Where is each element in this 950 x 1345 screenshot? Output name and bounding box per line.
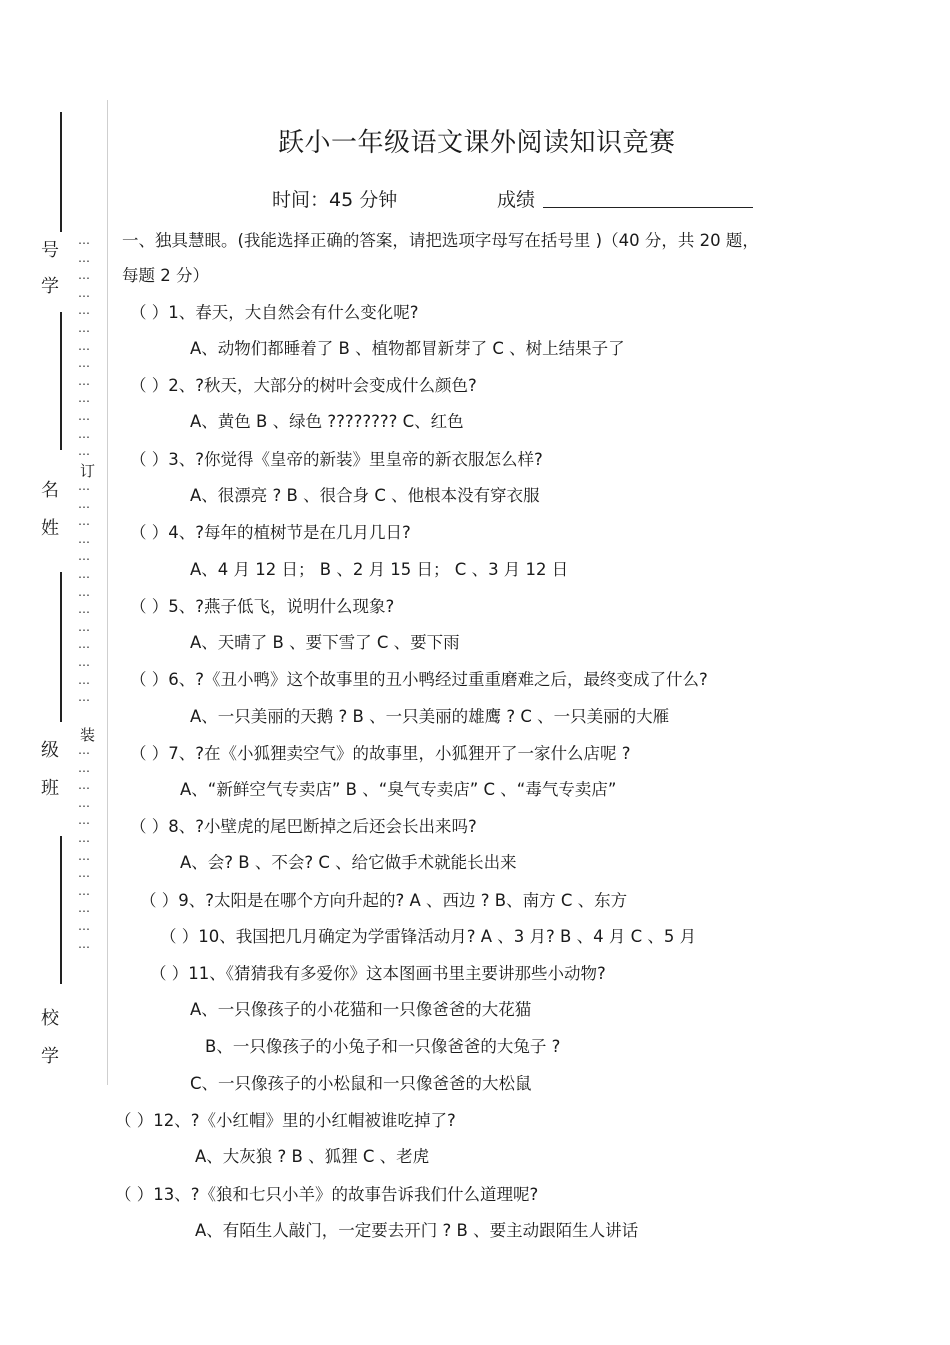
question-12: （ ）12、?《小红帽》里的小红帽被谁吃掉了? (115, 1111, 456, 1130)
answer-11a: A、一只像孩子的小花猫和一只像爸爸的大花猫 (190, 1000, 532, 1019)
binding-line-top (60, 112, 62, 232)
binding-line-3 (60, 572, 62, 722)
question-7: （ ）7、?在《小狐狸卖空气》的故事里，小狐狸开了一家什么店呢 ? (130, 744, 631, 763)
question-1: （ ）1、春天，大自然会有什么变化呢? (130, 303, 419, 322)
binding-dots-bottom: … … … … … … … … … … … … (78, 743, 89, 951)
margin-label-xue: 学 (41, 276, 59, 297)
question-2: （ ）2、?秋天，大部分的树叶会变成什么颜色? (130, 376, 477, 395)
score-label: 成绩 (497, 189, 536, 211)
margin-label-xiao: 校 (41, 1008, 59, 1029)
margin-label-hao: 号 (41, 240, 59, 261)
time-label: 时间：45 分钟 (272, 189, 398, 211)
answer-4: A、4 月 12 日； B 、2 月 15 日； C 、3 月 12 日 (190, 560, 569, 579)
margin-label-ban: 班 (41, 778, 59, 799)
question-4: （ ）4、?每年的植树节是在几月几日? (130, 523, 411, 542)
margin-label-xing: 姓 (41, 518, 59, 539)
margin-label-xue2: 学 (41, 1046, 59, 1067)
margin-label-ming: 名 (41, 480, 59, 501)
binding-line-2 (60, 312, 62, 450)
binding-dots-mid: … … … … … … … … … … … … … (78, 479, 89, 705)
binding-mark-zhuang: 装 (80, 726, 96, 744)
score-blank (543, 207, 753, 208)
section-heading-cont: 每题 2 分） (122, 266, 209, 285)
answer-11c: C、一只像孩子的小松鼠和一只像爸爸的大松鼠 (190, 1074, 532, 1093)
section-heading: 一、独具慧眼。(我能选择正确的答案，请把选项字母写在括号里 )（40 分，共 20 题， (122, 231, 759, 250)
question-9: （ ）9、?太阳是在哪个方向升起的? A 、西边 ? B、南方 C 、东方 (140, 891, 628, 910)
margin-label-ji: 级 (41, 740, 59, 761)
question-5: （ ）5、?燕子低飞，说明什么现象? (130, 597, 395, 616)
page-edge-line (107, 100, 108, 1085)
binding-mark-ding: 订 (80, 462, 96, 480)
answer-1: A、动物们都睡着了 B 、植物都冒新芽了 C 、树上结果子了 (190, 339, 625, 358)
answer-3: A、很漂亮 ? B 、很合身 C 、他根本没有穿衣服 (190, 486, 540, 505)
question-8: （ ）8、?小壁虎的尾巴断掉之后还会长出来吗? (130, 817, 477, 836)
answer-6: A、一只美丽的天鹅 ? B 、一只美丽的雄鹰 ? C 、一只美丽的大雁 (190, 707, 670, 726)
question-3: （ ）3、?你觉得《皇帝的新装》里皇帝的新衣服怎么样? (130, 450, 543, 469)
answer-11b: B、一只像孩子的小兔子和一只像爸爸的大兔子 ? (205, 1037, 561, 1056)
answer-8: A、会? B 、不会? C 、给它做手术就能长出来 (180, 853, 517, 872)
question-6: （ ）6、?《丑小鸭》这个故事里的丑小鸭经过重重磨难之后，最终变成了什么? (130, 670, 708, 689)
answer-7: A、“新鲜空气专卖店” B 、“臭气专卖店” C 、“毒气专卖店” (180, 780, 617, 799)
answer-12: A、大灰狼 ? B 、狐狸 C 、老虎 (195, 1147, 430, 1166)
binding-line-4 (60, 836, 62, 984)
binding-dots-top: … … … … … … … … … … … … … (78, 233, 89, 459)
question-11: （ ）11、《猜猜我有多爱你》这本图画书里主要讲那些小动物? (150, 964, 606, 983)
answer-13: A、有陌生人敲门，一定要去开门 ? B 、要主动跟陌生人讲话 (195, 1221, 639, 1240)
question-13: （ ）13、?《狼和七只小羊》的故事告诉我们什么道理呢? (115, 1185, 539, 1204)
page-title: 跃小一年级语文课外阅读知识竞赛 (278, 128, 676, 158)
question-10: （ ）10、我国把几月确定为学雷锋活动月? A 、3 月? B 、4 月 C 、5 月 (160, 927, 697, 946)
answer-2: A、黄色 B 、绿色 ???????? C、红色 (190, 412, 464, 431)
answer-5: A、天晴了 B 、要下雪了 C 、要下雨 (190, 633, 460, 652)
